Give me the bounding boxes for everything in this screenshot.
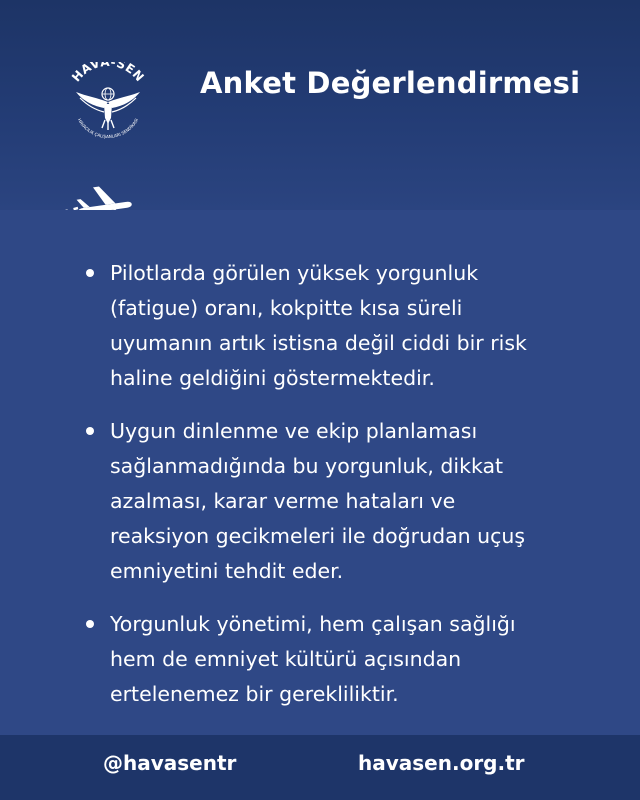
social-handle[interactable]: @havasentr [103,751,237,775]
bullet-list [82,256,552,730]
logo-subtext: HAVACILIK ÇALIŞANLARI SENDİKASI [76,117,140,140]
logo-text: HAVA-SEN [68,62,148,85]
bullet-item: Pilotlarda görülen yüksek yorgunluk (fatigue) oranı, kokpitte kısa süreli uyumanın artık istisna değil ciddi bir risk haline geldiğini göstermektedir. [82,256,552,396]
footer [0,735,640,800]
hava-sen-eagle-logo-icon [62,62,154,142]
content-panel [0,210,640,735]
svg-text:HAVA-SEN [69,62,147,84]
page-title: Anket Değerlendirmesi [200,66,581,100]
bullet-item: Yorgunluk yönetimi, hem çalışan sağlığı hem de emniyet kültürü açısından ertelenemez bir gerekliliktir. [82,607,552,712]
website-link[interactable]: havasen.org.tr [358,751,525,775]
bullet-item: Uygun dinlenme ve ekip planlaması sağlanmadığında bu yorgunluk, dikkat azalması, karar verme hataları ve reaksiyon gecikmeleri ile doğrudan uçuş emniyetini tehdit eder. [82,414,552,589]
